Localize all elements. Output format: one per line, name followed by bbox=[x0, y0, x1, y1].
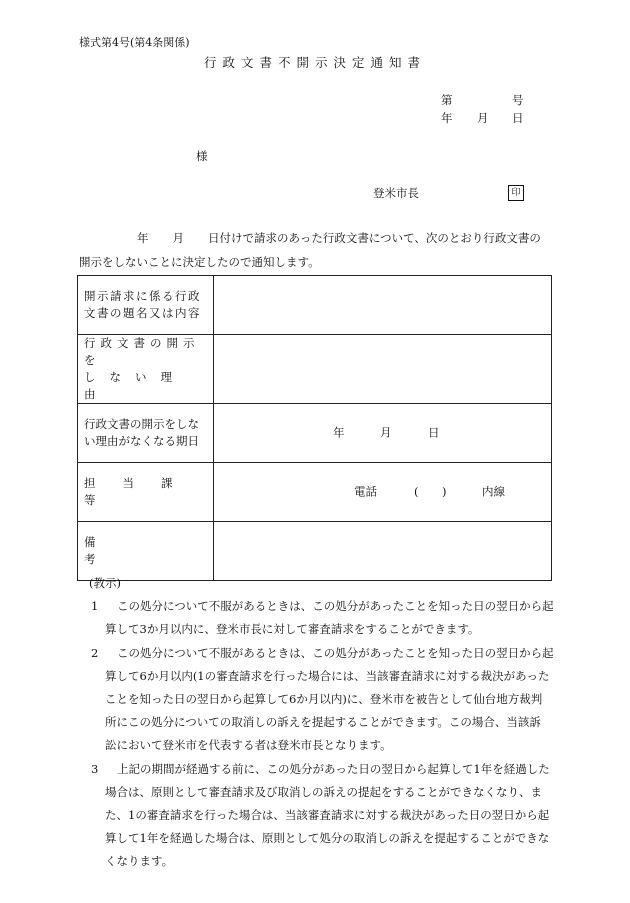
label-line bbox=[84, 305, 207, 322]
header-year: 年 bbox=[441, 111, 453, 125]
extension-label: 内線 bbox=[482, 484, 505, 499]
instruction-item-3 bbox=[79, 758, 553, 874]
department-field[interactable] bbox=[214, 463, 552, 522]
table-row-expiry-date bbox=[78, 404, 552, 463]
document-title: 行政文書不開示決定通知書 bbox=[203, 55, 426, 70]
instruction-number: 1 bbox=[91, 599, 99, 614]
body-line-1-rest: 日付けで請求のあった行政文書について、次のとおり行政文書の bbox=[208, 231, 541, 245]
row-label-document-title bbox=[78, 276, 214, 335]
phone-paren-close: ) bbox=[442, 484, 447, 499]
label-line bbox=[84, 288, 207, 305]
label-line: 行政文書の開示を bbox=[84, 336, 200, 367]
label-text: 文書の題名又は内容 bbox=[84, 306, 201, 320]
body-line-2: 開示をしないことに決定したので通知します。 bbox=[79, 255, 320, 269]
instruction-line: この処分について不服があるときは、この処分があったことを知った日の翌日から起 bbox=[117, 645, 554, 660]
instruction-line: くなります。 bbox=[105, 854, 174, 869]
instruction-line: 上記の期間が経過する前に、この処分があった日の翌日から起算して1年を経過した bbox=[117, 761, 550, 776]
expiry-date-field[interactable] bbox=[214, 404, 552, 463]
label-line: 行政文書の開示をしな bbox=[84, 417, 199, 431]
table-row-reason bbox=[78, 335, 552, 404]
body-month: 月 bbox=[172, 231, 184, 245]
body-line-1 bbox=[79, 226, 553, 250]
phone-label: 電話 bbox=[354, 484, 377, 499]
number-suffix: 号 bbox=[512, 93, 524, 107]
issuer-name: 登米市長 bbox=[373, 186, 419, 200]
instructions-section bbox=[79, 572, 553, 874]
instruction-item-2 bbox=[79, 642, 553, 758]
seal-mark: 印 bbox=[508, 185, 524, 201]
reason-field[interactable] bbox=[214, 335, 552, 404]
notification-body bbox=[79, 226, 553, 274]
table-row-department bbox=[78, 463, 552, 522]
expiry-day: 日 bbox=[428, 425, 440, 440]
instruction-line: 算して6か月以内(1の審査請求を行った場合には、当該審査請求に対する裁決があった bbox=[105, 668, 550, 683]
header-day: 日 bbox=[512, 111, 524, 125]
instruction-number: 3 bbox=[91, 761, 99, 776]
row-label-department bbox=[78, 463, 214, 522]
label-text: 開示請求に係る行政 bbox=[84, 289, 201, 303]
instruction-line: た、1の審査請求を行った場合は、当該審査請求に対する裁決があった日の翌日から起 bbox=[105, 808, 550, 823]
phone-paren-open: ( bbox=[414, 484, 419, 499]
label-text: 担当課等 bbox=[84, 476, 200, 507]
document-title-field[interactable] bbox=[214, 276, 552, 335]
decision-table bbox=[77, 275, 552, 581]
expiry-year: 年 bbox=[333, 425, 345, 440]
instruction-line: 場合は、原則として審査請求及び取消しの訴えの提起をすることができなくなり、ま bbox=[105, 784, 542, 799]
addressee-suffix: 様 bbox=[196, 149, 208, 163]
instruction-line: ことを知った日の翌日から起算して6か月以内)に、登米市を被告として仙台地方裁判 bbox=[105, 692, 543, 707]
instruction-line: この処分について不服があるときは、この処分があったことを知った日の翌日から起 bbox=[117, 599, 554, 614]
instruction-number: 2 bbox=[91, 645, 99, 660]
instruction-line: 訟において登米市を代表する者は登米市長となります。 bbox=[105, 738, 392, 753]
number-prefix: 第 bbox=[441, 93, 453, 107]
expiry-month: 月 bbox=[380, 425, 392, 440]
instructions-heading: (教示) bbox=[89, 576, 121, 590]
label-line: い理由がなくなる期日 bbox=[84, 434, 199, 448]
instruction-item-1 bbox=[79, 595, 553, 641]
row-label-reason bbox=[78, 335, 214, 404]
table-row-document-title bbox=[78, 276, 552, 335]
instruction-line: 算して1年を経過した場合は、原則として処分の取消しの訴えを提起することができな bbox=[105, 831, 550, 846]
form-number: 様式第4号(第4条関係) bbox=[79, 36, 190, 49]
label-text: 備考 bbox=[84, 535, 192, 566]
header-month: 月 bbox=[477, 111, 489, 125]
row-label-expiry-date bbox=[78, 404, 214, 463]
body-year: 年 bbox=[137, 231, 149, 245]
instruction-line: 所にこの処分についての取消しの訴えを提起することができます。この場合、当該訴 bbox=[105, 715, 541, 730]
label-line: しない理由 bbox=[84, 370, 186, 401]
instruction-line: 算して3か月以内に、登米市長に対して審査請求をすることができます。 bbox=[105, 622, 480, 637]
